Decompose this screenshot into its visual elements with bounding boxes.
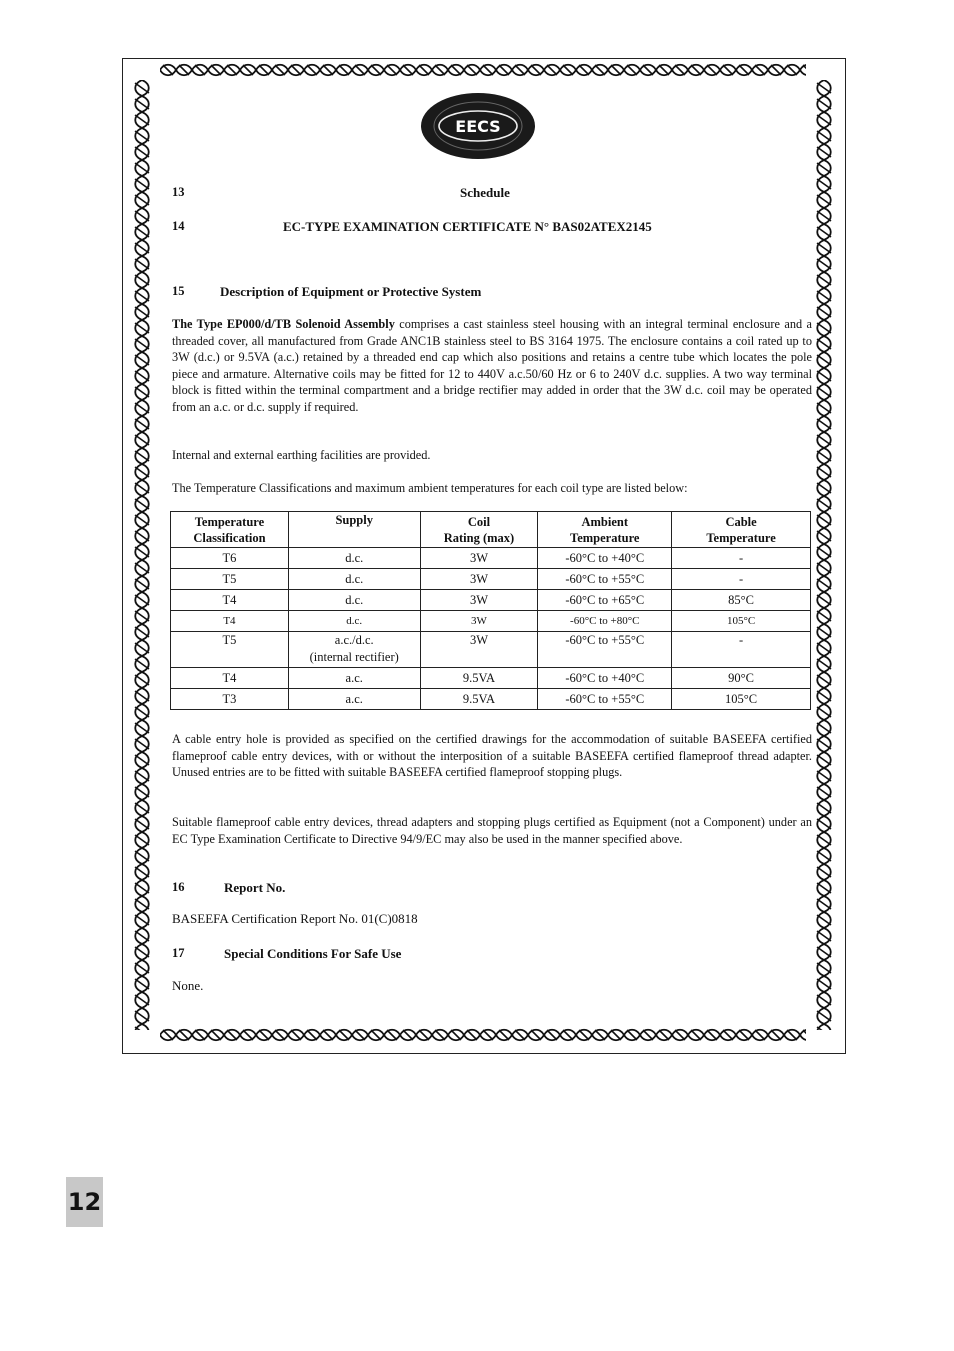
header-supply: Supply [288, 512, 420, 548]
special-conditions-text: None. [172, 978, 204, 993]
cell-cable: - [672, 632, 811, 668]
description-lead: The Type EP000/d/TB Solenoid Assembly [172, 317, 395, 331]
table-row [171, 548, 811, 569]
certificate-title: EC-TYPE EXAMINATION CERTIFICATE N° BAS02ATEX2145 [283, 219, 652, 234]
suitable-devices-paragraph: Suitable flameproof cable entry devices, thread adapters and stopping plugs certified as Equipment (not a Component) under an EC Type Examination Certificate to Directive 94/9/EC may also be used in the manner specified above. [172, 815, 812, 846]
cell-ambient: -60°C to +80°C [538, 611, 672, 632]
eecs-seal-logo [420, 92, 536, 160]
item-number-15: 15 [172, 284, 185, 298]
description-paragraph [172, 316, 812, 415]
cell-ambient: -60°C to +40°C [538, 548, 672, 569]
cell-temp-class: T4 [171, 668, 289, 689]
cell-temp-class: T5 [171, 569, 289, 590]
cell-ambient: -60°C to +55°C [538, 689, 672, 710]
cable-entry-paragraph: A cable entry hole is provided as specified on the certified drawings for the accommodation of suitable BASEEFA certified flameproof cable entry devices, with or without the interposition of a suitable BASEEFA certified flameproof thread adapter. Unused entries are to be fitted with suitable BASEEFA certified flameproof stopping plugs. [172, 732, 812, 779]
cell-cable: - [672, 569, 811, 590]
item-number-17: 17 [172, 946, 185, 960]
table-row [171, 611, 811, 632]
header-ambient: Ambient Temperature [538, 512, 672, 548]
cell-coil: 3W [420, 569, 538, 590]
cell-cable: 105°C [672, 689, 811, 710]
table-intro-text: The Temperature Classifications and maximum ambient temperatures for each coil type are listed below: [172, 481, 688, 495]
cell-coil: 9.5VA [420, 689, 538, 710]
cell-cable: - [672, 548, 811, 569]
cell-coil: 3W [420, 590, 538, 611]
cell-supply: d.c. [288, 548, 420, 569]
cell-temp-class: T4 [171, 590, 289, 611]
item-number-13: 13 [172, 185, 185, 199]
report-heading: Report No. [224, 880, 286, 895]
special-conditions-heading: Special Conditions For Safe Use [224, 946, 402, 961]
earthing-text: Internal and external earthing facilities are provided. [172, 448, 431, 462]
table-row [171, 569, 811, 590]
rope-border-right [812, 80, 836, 1030]
schedule-title: Schedule [460, 185, 510, 200]
report-text: BASEEFA Certification Report No. 01(C)0818 [172, 911, 418, 926]
rope-border-left [130, 80, 154, 1030]
cell-ambient: -60°C to +40°C [538, 668, 672, 689]
page-number-badge: 12 [66, 1177, 103, 1227]
cell-supply: d.c. [288, 611, 420, 632]
description-body: comprises a cast stainless steel housing with an integral terminal enclosure and a threaded cover, all manufactured from Grade ANC1B stainless steel to BS 3164 1975. The enclosure contains a coil rated up to 3W (d.c.) or 9.5VA (a.c.) retained by a threaded end cap which also positions and retains a centre tube which locates the pole piece and armature. Alternative coils may be fitted for 12 to 440V a.c.50/60 Hz or 6 to 240V d.c. supplies. A two way terminal block is fitted within the terminal compartment and a bridge rectifier may added in order that the 3W d.c. coil may be operated from an a.c. or d.c. supply if required. [172, 317, 812, 414]
header-cable: Cable Temperature [672, 512, 811, 548]
cell-cable: 90°C [672, 668, 811, 689]
rope-border-top [160, 62, 806, 78]
cell-supply: d.c. [288, 569, 420, 590]
cell-coil: 3W [420, 632, 538, 668]
item-number-14: 14 [172, 219, 185, 233]
cell-coil: 3W [420, 611, 538, 632]
table-row [171, 632, 811, 668]
cell-supply: a.c. [288, 689, 420, 710]
cell-supply: a.c./d.c. (internal rectifier) [288, 632, 420, 668]
temperature-classification-table [170, 511, 811, 710]
table-header-row [171, 512, 811, 548]
cell-ambient: -60°C to +55°C [538, 569, 672, 590]
header-coil: Coil Rating (max) [420, 512, 538, 548]
cell-supply: d.c. [288, 590, 420, 611]
cell-temp-class: T6 [171, 548, 289, 569]
item-number-16: 16 [172, 880, 185, 894]
cell-cable: 105°C [672, 611, 811, 632]
cell-temp-class: T4 [171, 611, 289, 632]
description-heading: Description of Equipment or Protective System [220, 284, 482, 299]
table-row [171, 590, 811, 611]
header-temp-class: Temperature Classification [171, 512, 289, 548]
cell-ambient: -60°C to +55°C [538, 632, 672, 668]
cell-ambient: -60°C to +65°C [538, 590, 672, 611]
cell-coil: 3W [420, 548, 538, 569]
table-row [171, 668, 811, 689]
table-row [171, 689, 811, 710]
logo-text: EECS [455, 117, 501, 136]
cell-cable: 85°C [672, 590, 811, 611]
cell-temp-class: T5 [171, 632, 289, 668]
cell-temp-class: T3 [171, 689, 289, 710]
rope-border-bottom [160, 1027, 806, 1043]
cell-coil: 9.5VA [420, 668, 538, 689]
cell-supply: a.c. [288, 668, 420, 689]
